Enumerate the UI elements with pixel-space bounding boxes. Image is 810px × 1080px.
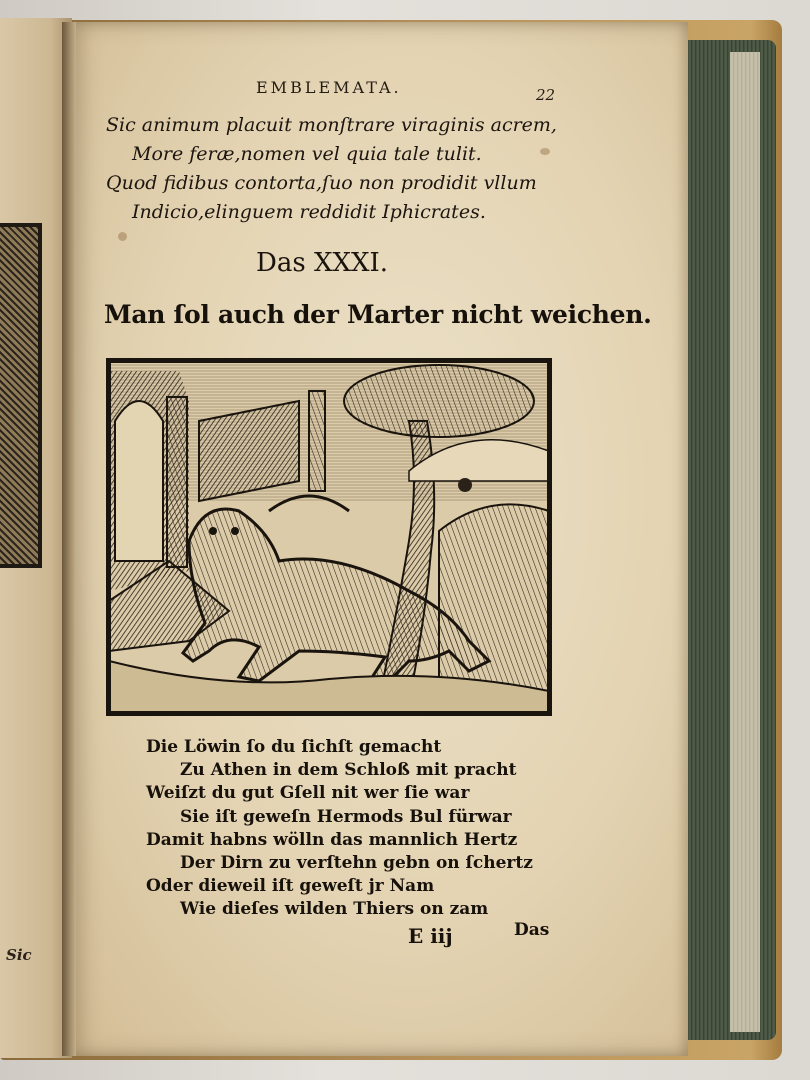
page-edges <box>680 40 776 1040</box>
german-verse-line: Zu Athen in dem Schloß mit pracht <box>180 760 517 781</box>
latin-verse-line: Indicio,elinguem reddidit Iphicrates. <box>132 201 486 223</box>
german-verse-line: Damit habns wölln das mannlich Hertz <box>146 829 518 850</box>
german-verse-line: Sie iſt geweſn Hermods Bul fürwar <box>180 806 512 827</box>
german-verse-line: Wie dieſes wilden Thiers on zam <box>180 899 489 920</box>
left-page-woodcut <box>0 223 42 568</box>
book-gutter <box>62 22 76 1056</box>
german-verse-line: Die Löwin ſo du ſichſt gemacht <box>146 737 442 757</box>
ink-stain <box>118 232 127 241</box>
running-head: EMBLEMATA. <box>256 78 402 97</box>
left-page-catchword: Sic <box>6 946 32 964</box>
page-number: 22 <box>536 86 556 104</box>
page-edges-inner <box>730 52 760 1032</box>
german-verse-line: Weiſzt du gut Gſell nit wer ſie war <box>146 783 470 804</box>
latin-verse-line: Quod fidibus contorta,ſuo non prodidit vllum <box>106 172 537 194</box>
german-verse-line: Oder dieweil iſt geweſt jr Nam <box>146 876 435 897</box>
latin-verse-line: Sic animum placuit monſtrare viraginis acrem, <box>106 114 557 136</box>
latin-verse-line: More feræ,nomen vel quia tale tulit. <box>132 143 482 165</box>
emblem-motto: Man ſol auch der Marter nicht weichen. <box>104 300 652 329</box>
signature-mark: E iij <box>408 924 453 948</box>
german-verse-line: Der Dirn zu verſtehn gebn on ſchertz <box>180 852 533 873</box>
lioness-woodcut-illustration <box>106 358 552 716</box>
german-verse <box>146 737 533 923</box>
emblem-number: Das XXXI. <box>256 248 389 278</box>
catchword: Das <box>514 920 550 940</box>
latin-verse <box>106 114 557 230</box>
